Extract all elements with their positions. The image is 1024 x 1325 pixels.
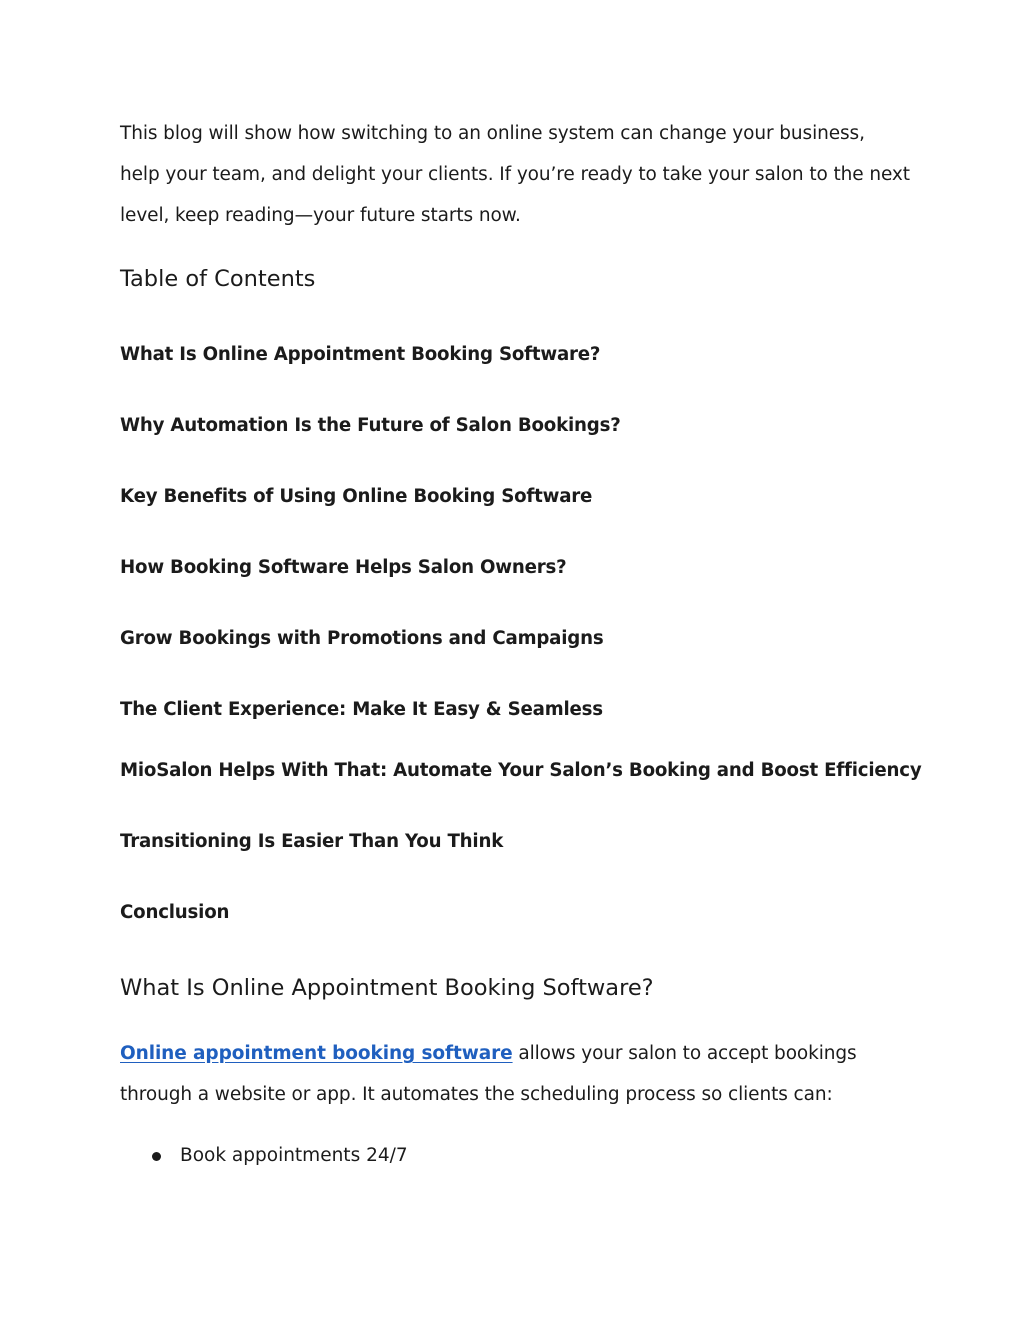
list-item	[120, 1140, 408, 1172]
feature-list	[120, 1140, 408, 1172]
toc-item-miosalon[interactable]: MioSalon Helps With That: Automate Your Salon’s Booking and Boost Efficiency	[120, 760, 922, 781]
section-paragraph	[120, 1033, 910, 1115]
booking-software-link[interactable]: Online appointment booking software	[120, 1043, 513, 1064]
bullet-icon	[152, 1152, 161, 1161]
section-paragraph-text: allows your salon to accept bookings through a website or app. It automates the scheduling process so clients can:	[120, 1043, 857, 1105]
toc-item-grow-bookings[interactable]: Grow Bookings with Promotions and Campaigns	[120, 628, 604, 649]
toc-item-transitioning[interactable]: Transitioning Is Easier Than You Think	[120, 831, 504, 852]
section-heading: What Is Online Appointment Booking Software?	[120, 975, 654, 1001]
toc-item-what-is[interactable]: What Is Online Appointment Booking Software?	[120, 344, 601, 365]
intro-paragraph: This blog will show how switching to an online system can change your business, help your team, and delight your clients. If you’re ready to take your salon to the next level, keep reading—your future starts now.	[120, 123, 910, 226]
toc-heading: Table of Contents	[120, 266, 316, 292]
list-item-text: Book appointments 24/7	[180, 1145, 408, 1166]
toc-item-key-benefits[interactable]: Key Benefits of Using Online Booking Software	[120, 486, 593, 507]
toc-item-client-experience[interactable]: The Client Experience: Make It Easy & Seamless	[120, 699, 603, 720]
toc-item-helps-owners[interactable]: How Booking Software Helps Salon Owners?	[120, 557, 567, 578]
toc-item-conclusion[interactable]: Conclusion	[120, 902, 230, 923]
toc-item-why-automation[interactable]: Why Automation Is the Future of Salon Bookings?	[120, 415, 621, 436]
